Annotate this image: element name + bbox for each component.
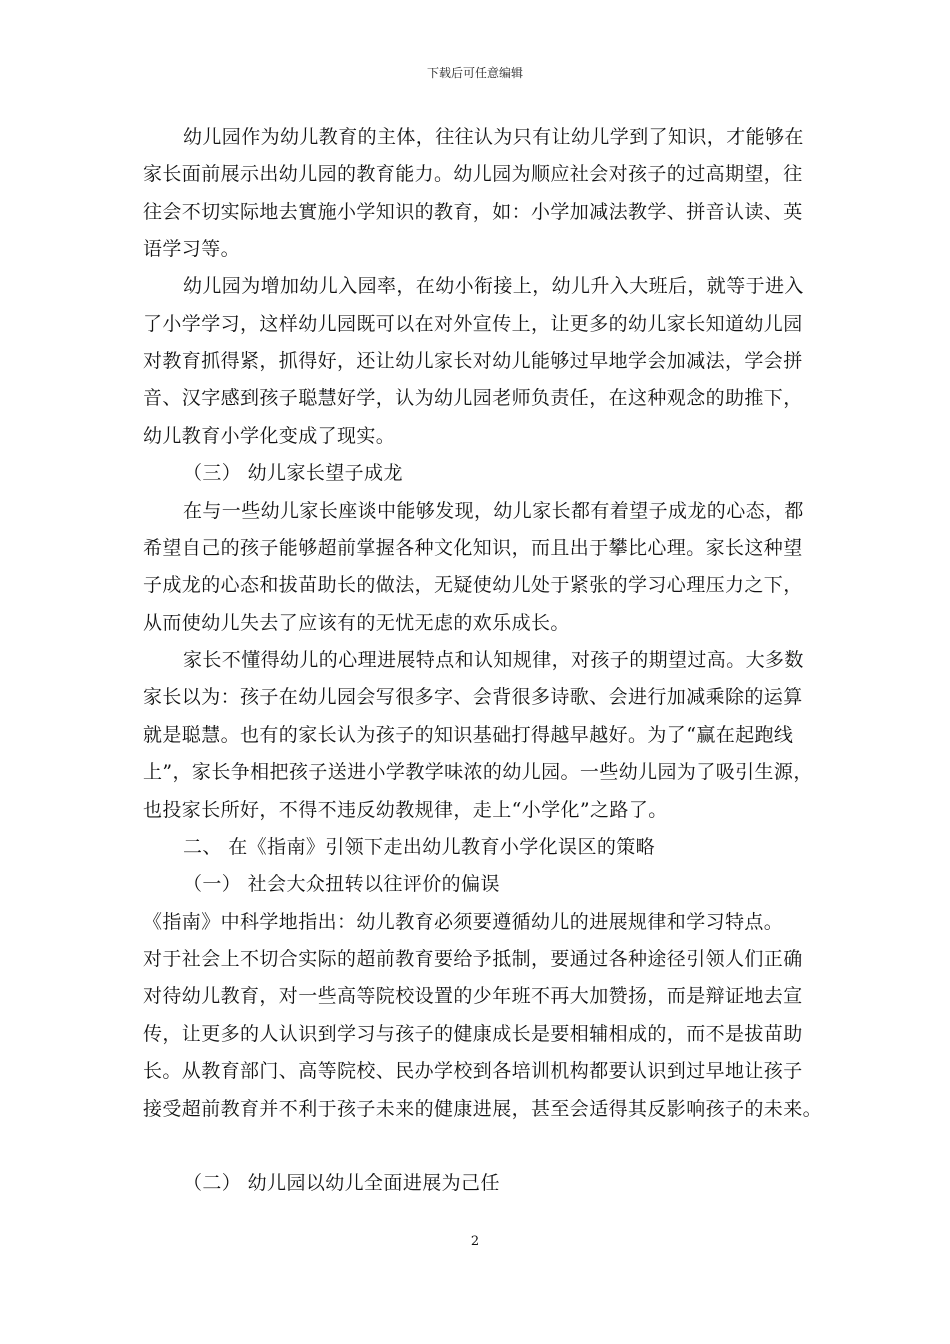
- text-line: 《指南》中科学地指出：幼儿教育必须要遵循幼儿的进展规律和学习特点。: [143, 911, 784, 933]
- text-line: 音、汉字感到孩子聪慧好学，认为幼儿园老师负责任，在这种观念的助推下，: [143, 387, 803, 409]
- text-line: 上”，家长争相把孩子送进小学教学味浓的幼儿园。一些幼儿园为了吸引生源，: [143, 761, 813, 783]
- text-line: 往会不切实际地去實施小学知识的教育，如：小学加减法教学、拼音认读、英: [143, 201, 803, 223]
- text-line: 从而使幼儿失去了应该有的无忧无虑的欢乐成长。: [143, 612, 570, 634]
- text-line: 就是聪慧。也有的家长认为孩子的知识基础打得越早越好。为了“赢在起跑线: [143, 724, 794, 746]
- page-number: 2: [470, 1234, 480, 1249]
- text-line: 对待幼儿教育，对一些高等院校设置的少年班不再大加赞扬，而是辩证地去宣: [143, 985, 803, 1007]
- text-line: 幼儿教育小学化变成了现实。: [143, 425, 396, 447]
- page-header: 下载后可任意编辑: [426, 66, 523, 80]
- text-line: 也投家长所好，不得不违反幼教规律，走上“小学化”之路了。: [143, 799, 668, 821]
- chapter-heading: 二、 在《指南》引领下走出幼儿教育小学化误区的策略: [183, 836, 656, 858]
- text-line: 幼儿园为增加幼儿入园率，在幼小衔接上，幼儿升入大班后，就等于进入: [183, 275, 804, 297]
- text-line: 希望自己的孩子能够超前掌握各种文化知识，而且出于攀比心理。家长这种望: [143, 537, 803, 559]
- text-line: 传，让更多的人认识到学习与孩子的健康成长是要相辅相成的，而不是拔苗助: [143, 1023, 803, 1045]
- text-line: 对于社会上不切合实际的超前教育要给予抵制，要通过各种途径引领人们正确: [143, 948, 803, 970]
- text-line: 在与一些幼儿家长座谈中能够发现，幼儿家长都有着望子成龙的心态，都: [183, 500, 804, 522]
- section-heading: （一） 社会大众扭转以往评价的偏误: [183, 873, 500, 895]
- text-line: 长。从教育部门、高等院校、民办学校到各培训机构都要认识到过早地让孩子: [143, 1060, 803, 1082]
- text-line: 了小学学习，这样幼儿园既可以在对外宣传上，让更多的幼儿家长知道幼儿园: [143, 313, 803, 335]
- text-line: 子成龙的心态和拔苗助长的做法，无疑使幼儿处于紧张的学习心理压力之下，: [143, 574, 803, 596]
- text-line: 家长不懂得幼儿的心理进展特点和认知规律，对孩子的期望过高。大多数: [183, 649, 804, 671]
- text-line: 家长以为：孩子在幼儿园会写很多字、会背很多诗歌、会进行加减乘除的运算: [143, 686, 803, 708]
- section-heading: （三） 幼儿家长望子成龙: [183, 462, 403, 484]
- section-heading: （二） 幼儿园以幼儿全面进展为己任: [183, 1172, 500, 1194]
- text-line: 家长面前展示出幼儿园的教育能力。幼儿园为顺应社会对孩子的过高期望，往: [143, 163, 803, 185]
- text-line: 幼儿园作为幼儿教育的主体，往往认为只有让幼儿学到了知识，才能够在: [183, 126, 804, 148]
- text-line: 对教育抓得紧，抓得好，还让幼儿家长对幼儿能够过早地学会加减法，学会拼: [143, 350, 803, 372]
- text-line: 接受超前教育并不利于孩子未来的健康进展，甚至会适得其反影响孩子的未来。: [143, 1098, 823, 1120]
- text-line: 语学习等。: [143, 238, 241, 260]
